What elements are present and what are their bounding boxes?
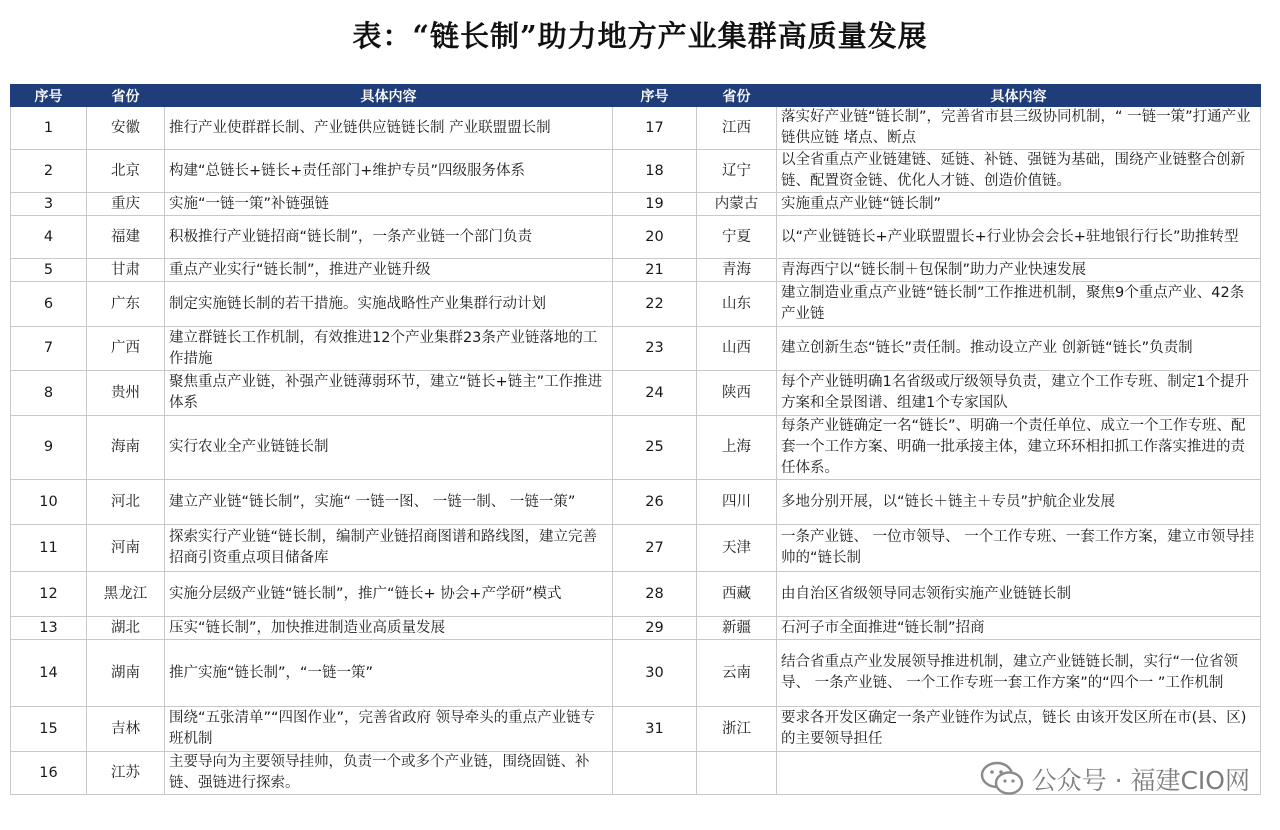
cell-prov: 山东 <box>697 282 777 327</box>
cell-prov: 湖南 <box>87 640 165 707</box>
cell-prov: 福建 <box>87 216 165 259</box>
cell-content: 实行农业全产业链链长制 <box>165 416 613 480</box>
cell-prov: 重庆 <box>87 193 165 216</box>
cell-num: 25 <box>613 416 697 480</box>
cell-content: 重点产业实行“链长制”，推进产业链升级 <box>165 259 613 282</box>
cell-content: 建立创新生态“链长”责任制。推动设立产业 创新链“链长”负责制 <box>777 327 1261 371</box>
cell-prov: 湖北 <box>87 617 165 640</box>
cell-prov: 西藏 <box>697 572 777 617</box>
header-prov: 省份 <box>87 85 165 107</box>
cell-num: 11 <box>11 525 87 572</box>
cell-prov: 甘肃 <box>87 259 165 282</box>
cell-content: 构建“总链长+链长+责任部门+维护专员”四级服务体系 <box>165 150 613 193</box>
cell-num: 8 <box>11 371 87 416</box>
cell-content: 推广实施“链长制”，“一链一策” <box>165 640 613 707</box>
cell-num: 14 <box>11 640 87 707</box>
table-row <box>11 259 1261 282</box>
cell-prov: 江苏 <box>87 752 165 795</box>
cell-content: 每个产业链明确1名省级或厅级领导负责，建立个工作专班、制定1个提升方案和全景图谱、组建1个专家国队 <box>777 371 1261 416</box>
cell-content: 建立群链长工作机制，有效推进12个产业集群23条产业链落地的工作措施 <box>165 327 613 371</box>
header-content: 具体内容 <box>777 85 1261 107</box>
table-row <box>11 282 1261 327</box>
table-row <box>11 525 1261 572</box>
header-prov: 省份 <box>697 85 777 107</box>
cell-prov: 内蒙古 <box>697 193 777 216</box>
cell-content: 建立产业链“链长制”，实施“ 一链一图、 一链一制、 一链一策” <box>165 480 613 525</box>
policy-table <box>10 84 1261 795</box>
cell-num: 30 <box>613 640 697 707</box>
header-content: 具体内容 <box>165 85 613 107</box>
cell-num: 7 <box>11 327 87 371</box>
header-num: 序号 <box>11 85 87 107</box>
cell-num: 2 <box>11 150 87 193</box>
cell-prov: 山西 <box>697 327 777 371</box>
cell-content: 落实好产业链“链长制”，完善省市县三级协同机制，“ 一链一策”打通产业链供应链 堵点、断点 <box>777 107 1261 150</box>
table-row <box>11 617 1261 640</box>
cell-prov: 新疆 <box>697 617 777 640</box>
cell-prov: 陕西 <box>697 371 777 416</box>
cell-num: 27 <box>613 525 697 572</box>
cell-prov: 吉林 <box>87 707 165 752</box>
cell-num: 15 <box>11 707 87 752</box>
cell-num: 6 <box>11 282 87 327</box>
cell-content: 要求各开发区确定一条产业链作为试点，链长 由该开发区所在市(县、区)的主要领导担任 <box>777 707 1261 752</box>
cell-num: 29 <box>613 617 697 640</box>
table-row <box>11 640 1261 707</box>
cell-num: 18 <box>613 150 697 193</box>
cell-num: 19 <box>613 193 697 216</box>
cell-prov: 安徽 <box>87 107 165 150</box>
table-row <box>11 371 1261 416</box>
cell-num: 22 <box>613 282 697 327</box>
cell-num: 1 <box>11 107 87 150</box>
cell-content: 实施重点产业链“链长制” <box>777 193 1261 216</box>
cell-content: 压实“链长制”，加快推进制造业高质量发展 <box>165 617 613 640</box>
cell-num: 20 <box>613 216 697 259</box>
cell-num: 12 <box>11 572 87 617</box>
cell-prov: 广东 <box>87 282 165 327</box>
cell-num: 4 <box>11 216 87 259</box>
cell-content: 积极推行产业链招商“链长制”，一条产业链一个部门负责 <box>165 216 613 259</box>
watermark <box>980 760 1250 798</box>
watermark-text: 公众号 · 福建CIO网 <box>1031 766 1250 795</box>
cell-content: 以全省重点产业链建链、延链、补链、强链为基础，围绕产业链整合创新链、配置资金链、优化人才链、创造价值链。 <box>777 150 1261 193</box>
cell-num: 3 <box>11 193 87 216</box>
cell-prov: 云南 <box>697 640 777 707</box>
cell-prov: 江西 <box>697 107 777 150</box>
page-title: 表：“链长制”助力地方产业集群高质量发展 <box>352 19 928 53</box>
cell-num: 21 <box>613 259 697 282</box>
cell-prov: 黑龙江 <box>87 572 165 617</box>
cell-content: 探索实行产业链“链长制，编制产业链招商图谱和路线图，建立完善招商引资重点项目储备库 <box>165 525 613 572</box>
cell-prov: 贵州 <box>87 371 165 416</box>
cell-prov <box>697 752 777 795</box>
cell-content: 实施分层级产业链“链长制”，推广“链长+ 协会+产学研”模式 <box>165 572 613 617</box>
cell-num <box>613 752 697 795</box>
table-row <box>11 193 1261 216</box>
cell-prov: 海南 <box>87 416 165 480</box>
cell-prov: 浙江 <box>697 707 777 752</box>
cell-num: 26 <box>613 480 697 525</box>
cell-content: 聚焦重点产业链，补强产业链薄弱环节，建立“链长+链主”工作推进体系 <box>165 371 613 416</box>
cell-content: 以“产业链链长+产业联盟盟长+行业协会会长+驻地银行行长”助推转型 <box>777 216 1261 259</box>
cell-content: 结合省重点产业发展领导推进机制，建立产业链链长制，实行“一位省领导、 一条产业链、 一个工作专班一套工作方案”的“四个一 ”工作机制 <box>777 640 1261 707</box>
cell-content: 围绕“五张清单”“四图作业”，完善省政府 领导牵头的重点产业链专班机制 <box>165 707 613 752</box>
table-row <box>11 416 1261 480</box>
cell-num: 23 <box>613 327 697 371</box>
cell-content: 制定实施链长制的若干措施。实施战略性产业集群行动计划 <box>165 282 613 327</box>
cell-content: 石河子市全面推进“链长制”招商 <box>777 617 1261 640</box>
cell-prov: 天津 <box>697 525 777 572</box>
table-row <box>11 572 1261 617</box>
cell-content: 推行产业使群群长制、产业链供应链链长制 产业联盟盟长制 <box>165 107 613 150</box>
cell-prov: 河北 <box>87 480 165 525</box>
cell-prov: 北京 <box>87 150 165 193</box>
table-row <box>11 216 1261 259</box>
cell-num: 16 <box>11 752 87 795</box>
table-row <box>11 480 1261 525</box>
cell-prov: 广西 <box>87 327 165 371</box>
cell-num: 17 <box>613 107 697 150</box>
cell-num: 9 <box>11 416 87 480</box>
cell-content: 青海西宁以“链长制＋包保制”助力产业快速发展 <box>777 259 1261 282</box>
header-num: 序号 <box>613 85 697 107</box>
cell-content: 一条产业链、 一位市领导、 一个工作专班、一套工作方案，建立市领导挂帅的“链长制 <box>777 525 1261 572</box>
cell-content: 每条产业链确定一名“链长”、明确一个责任单位、成立一个工作专班、配套一个工作方案、明确一批承接主体，建立环环相扣抓工作落实推进的责任体系。 <box>777 416 1261 480</box>
cell-content: 实施“一链一策”补链强链 <box>165 193 613 216</box>
cell-prov: 四川 <box>697 480 777 525</box>
cell-num: 13 <box>11 617 87 640</box>
cell-prov: 青海 <box>697 259 777 282</box>
cell-num: 5 <box>11 259 87 282</box>
table-row <box>11 707 1261 752</box>
cell-prov: 辽宁 <box>697 150 777 193</box>
cell-content: 多地分别开展，以“链长＋链主＋专员”护航企业发展 <box>777 480 1261 525</box>
cell-num: 24 <box>613 371 697 416</box>
cell-prov: 上海 <box>697 416 777 480</box>
cell-content: 建立制造业重点产业链“链长制”工作推进机制，聚焦9个重点产业、42条产业链 <box>777 282 1261 327</box>
table-row <box>11 150 1261 193</box>
table-row <box>11 327 1261 371</box>
cell-num: 28 <box>613 572 697 617</box>
table-header-row <box>11 85 1261 107</box>
cell-num: 10 <box>11 480 87 525</box>
cell-content: 主要导向为主要领导挂帅，负责一个或多个产业链，围绕固链、补链、强链进行探索。 <box>165 752 613 795</box>
cell-num: 31 <box>613 707 697 752</box>
cell-prov: 河南 <box>87 525 165 572</box>
cell-prov: 宁夏 <box>697 216 777 259</box>
table-row <box>11 107 1261 150</box>
wechat-icon <box>980 760 1024 798</box>
cell-content: 由自治区省级领导同志领衔实施产业链链长制 <box>777 572 1261 617</box>
